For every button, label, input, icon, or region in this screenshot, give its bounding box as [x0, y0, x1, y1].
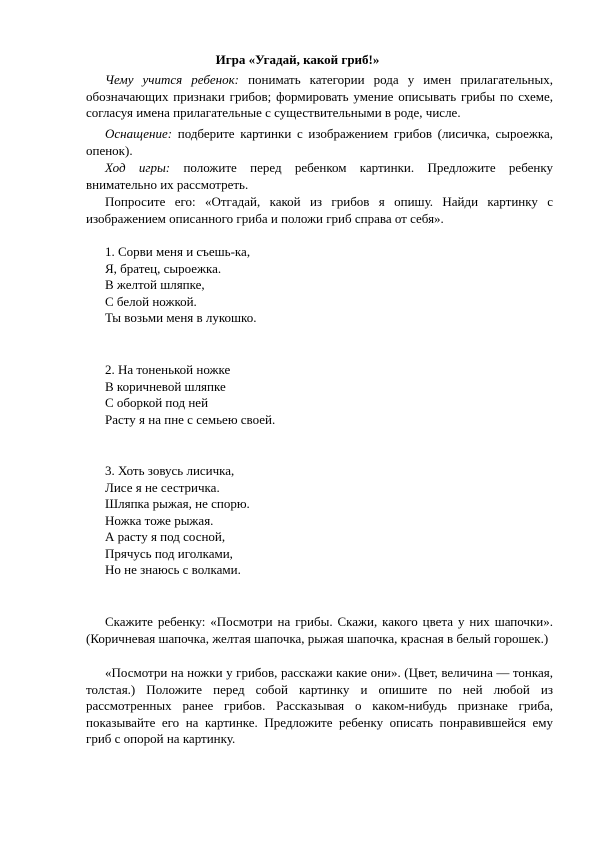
riddle-line: 3. Хоть зовусь лисичка,	[105, 463, 235, 478]
equipment-label: Оснащение:	[105, 126, 173, 141]
riddle-line: Ножка тоже рыжая.	[105, 512, 214, 528]
riddle-line: Ты возьми меня в лукошко.	[105, 310, 257, 325]
learning-goals-text: понимать категории рода у имен прилагательных, обозначающих признаки грибов; формировать умение описывать грибы по схеме, согласуя имена прилагательные с существительными в роде, числе.	[86, 72, 553, 120]
game-course-paragraph	[86, 160, 553, 193]
riddle-line: В коричневой шляпке	[105, 378, 226, 394]
riddle-line: Прячусь под иголками,	[105, 545, 233, 561]
question-legs-paragraph: «Посмотри на ножки у грибов, расскажи какие они». (Цвет, величина — тонкая, толстая.) Положите перед собой картинку и опишите по ней любой из рассмотренных ранее грибов. Рассказывая о каком-нибудь признаке гриба, показывайте его на картинке. Предложите ребенку описать понравившейся ему гриб с опорой на картинку.	[86, 665, 553, 746]
learning-goals-label: Чему учится ребенок:	[105, 72, 240, 87]
riddle-line: Я, братец, сыроежка.	[105, 260, 222, 276]
riddle-line: 2. На тоненькой ножке	[105, 362, 231, 377]
riddle-line: Лисе я не сестричка.	[105, 479, 220, 495]
game-course-label: Ход игры:	[105, 160, 171, 175]
riddle-line: Расту я на пне с семьею своей.	[105, 411, 276, 427]
learning-goals-paragraph	[86, 72, 553, 122]
riddle-1	[105, 244, 256, 327]
equipment-text: подберите картинки с изображением грибов (лисичка, сыроежка, опенок).	[86, 126, 553, 158]
game-course-text: положите перед ребенком картинки. Предложите ребенку внимательно их рассмотреть.	[86, 160, 553, 192]
instruction-paragraph: Попросите его: «Отгадай, какой из грибов я опишу. Найди картинку с изображением описанного гриба и положи гриб справа от себя».	[86, 194, 553, 226]
riddle-line: С оборкой под ней	[105, 395, 209, 410]
equipment-paragraph	[86, 126, 553, 159]
riddle-line: С белой ножкой.	[105, 293, 197, 309]
question-colors-paragraph: Скажите ребенку: «Посмотри на грибы. Скажи, какого цвета у них шапочки». (Коричневая шапочка, желтая шапочка, рыжая шапочка, красная в белый горошек.)	[86, 614, 553, 646]
riddle-line: Но не знаюсь с волками.	[105, 562, 241, 577]
riddle-3	[105, 463, 250, 579]
riddle-line: В желтой шляпке,	[105, 277, 205, 292]
riddle-line: 1. Сорви меня и съешь-ка,	[105, 244, 251, 259]
riddle-line: А расту я под сосной,	[105, 529, 226, 544]
riddle-2	[105, 362, 275, 428]
page-title: Игра «Угадай, какой гриб!»	[215, 52, 380, 67]
riddle-line: Шляпка рыжая, не спорю.	[105, 496, 250, 511]
